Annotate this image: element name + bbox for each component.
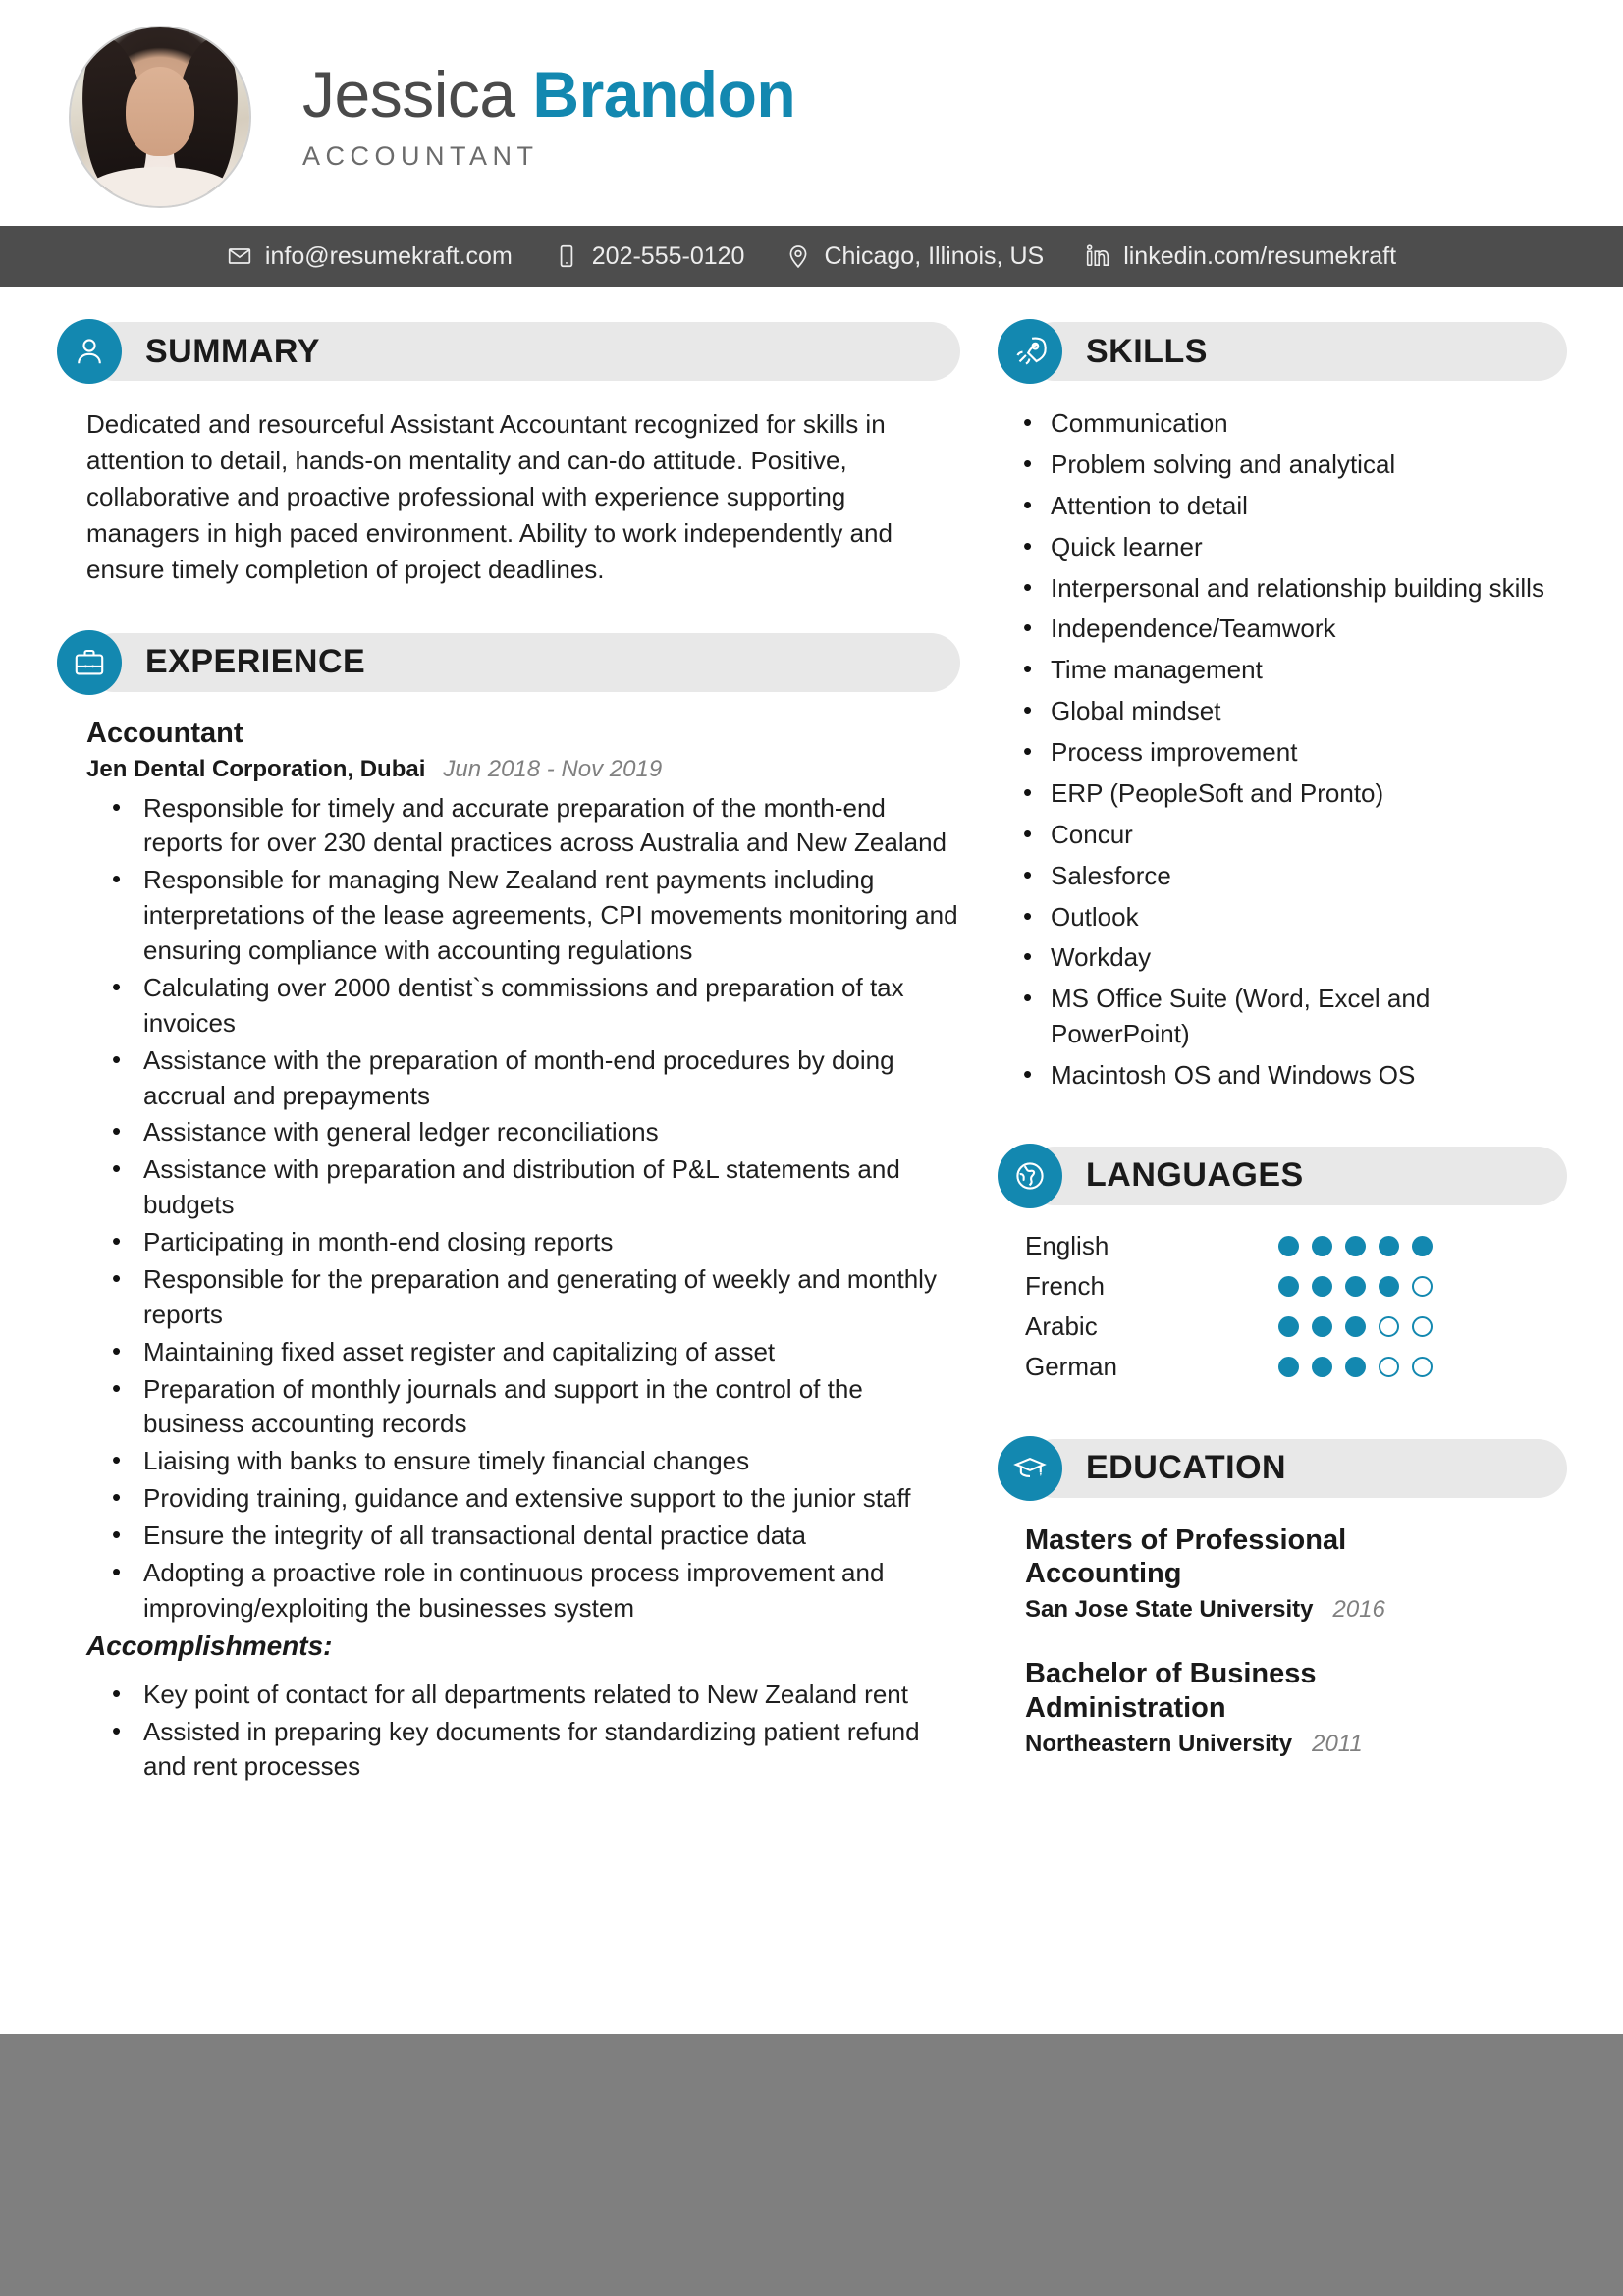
job-bullet: • Maintaining fixed asset register and capitalizing of asset <box>139 1335 960 1370</box>
level-dot-filled <box>1379 1276 1399 1297</box>
page-bottom-overlay <box>0 2034 1623 2296</box>
accomplishments-label: Accomplishments: <box>86 1629 333 1661</box>
job-meta <box>86 756 960 783</box>
education-year: 2016 <box>1332 1596 1385 1624</box>
education-school: Northeastern University <box>1025 1730 1293 1757</box>
level-dot-empty <box>1379 1316 1399 1337</box>
job-bullet: • Liaising with banks to ensure timely financial changes <box>139 1444 960 1479</box>
name-block <box>302 57 796 172</box>
contact-email[interactable] <box>227 242 513 271</box>
first-name: Jessica <box>302 57 533 131</box>
language-level-dots <box>1278 1357 1433 1377</box>
contact-linkedin[interactable] <box>1085 242 1396 271</box>
job-bullet: • Assistance with general ledger reconciliations <box>139 1115 960 1150</box>
language-row <box>1025 1271 1567 1302</box>
education-item <box>1025 1523 1567 1624</box>
skill-item: • Quick learner <box>1051 530 1567 565</box>
job-company: Jen Dental Corporation, Dubai <box>86 755 426 782</box>
language-row <box>1025 1231 1567 1261</box>
language-row <box>1025 1352 1567 1382</box>
skill-item: • Problem solving and analytical <box>1051 448 1567 483</box>
job-bullet: • Responsible for timely and accurate preparation of the month-end reports for over 230 dental practices across Australia and New Zealand <box>139 791 960 862</box>
skill-item: • Interpersonal and relationship building skills <box>1051 571 1567 607</box>
education-school: San Jose State University <box>1025 1596 1314 1624</box>
summary-text: Dedicated and resourceful Assistant Accountant recognized for skills in attention to detail, hands-on mentality and can-do attitude. Positive, collaborative and proactive professional with experience supporting managers in high paced environment. Ability to work independently and ensure timely completion of project deadlines. <box>86 409 893 584</box>
section-header-skills <box>998 318 1567 385</box>
skill-item: • Communication <box>1051 406 1567 442</box>
languages-list <box>998 1231 1567 1382</box>
language-name: English <box>1025 1230 1109 1260</box>
section-title-summary: SUMMARY <box>145 332 320 370</box>
level-dot-filled <box>1312 1276 1332 1297</box>
job-bullet: • Assistance with preparation and distribution of P&L statements and budgets <box>139 1152 960 1223</box>
section-title-skills: SKILLS <box>1086 332 1208 370</box>
briefcase-icon <box>57 630 122 695</box>
section-title-languages: LANGUAGES <box>1086 1156 1304 1195</box>
language-level-dots <box>1278 1276 1433 1297</box>
level-dot-empty <box>1412 1276 1433 1297</box>
page-title <box>302 57 796 131</box>
rocket-icon <box>998 319 1062 384</box>
contact-phone-text: 202-555-0120 <box>591 241 745 270</box>
education-list <box>998 1523 1567 1758</box>
section-header-summary <box>57 318 960 385</box>
skill-item: • Independence/Teamwork <box>1051 612 1567 647</box>
level-dot-filled <box>1278 1236 1299 1256</box>
skill-item: • MS Office Suite (Word, Excel and PowerPoint) <box>1051 982 1567 1052</box>
job-bullet-list <box>100 791 960 1627</box>
job-bullet: • Ensure the integrity of all transactional dental practice data <box>139 1519 960 1554</box>
job-bullet: • Responsible for the preparation and generating of weekly and monthly reports <box>139 1262 960 1333</box>
left-column <box>57 318 960 1791</box>
level-dot-filled <box>1345 1236 1366 1256</box>
graduation-cap-icon <box>998 1436 1062 1501</box>
skill-item: • Salesforce <box>1051 859 1567 894</box>
level-dot-filled <box>1412 1236 1433 1256</box>
job-bullet: • Calculating over 2000 dentist`s commissions and preparation of tax invoices <box>139 971 960 1041</box>
contact-linkedin-text: linkedin.com/resumekraft <box>1123 241 1397 270</box>
education-item <box>1025 1657 1567 1757</box>
section-header-languages <box>998 1143 1567 1209</box>
avatar <box>69 26 251 208</box>
level-dot-empty <box>1379 1357 1399 1377</box>
level-dot-filled <box>1278 1276 1299 1297</box>
section-header-education <box>998 1435 1567 1502</box>
spacer <box>998 1392 1567 1435</box>
language-level-dots <box>1278 1316 1433 1337</box>
contact-phone[interactable] <box>554 242 745 271</box>
right-column <box>998 318 1567 1791</box>
language-level-dots <box>1278 1236 1433 1256</box>
mobile-phone-icon <box>554 243 579 269</box>
section-title-education: EDUCATION <box>1086 1449 1287 1487</box>
avatar-face <box>126 67 193 156</box>
skill-item: • Attention to detail <box>1051 489 1567 524</box>
level-dot-filled <box>1345 1276 1366 1297</box>
experience-job <box>57 718 960 1786</box>
job-bullet: • Providing training, guidance and extensive support to the junior staff <box>139 1481 960 1517</box>
level-dot-filled <box>1312 1357 1332 1377</box>
spacer <box>998 1099 1567 1143</box>
globe-icon <box>998 1144 1062 1208</box>
level-dot-empty <box>1412 1316 1433 1337</box>
accomplishment-bullet: • Assisted in preparing key documents for standardizing patient refund and rent processes <box>139 1715 960 1786</box>
job-title-subtitle: ACCOUNTANT <box>302 141 539 172</box>
level-dot-empty <box>1412 1357 1433 1377</box>
accomplishment-bullet: • Key point of contact for all departments related to New Zealand rent <box>139 1678 960 1713</box>
education-meta <box>1025 1596 1567 1624</box>
skill-item: • Global mindset <box>1051 694 1567 729</box>
skills-list <box>1011 406 1567 1094</box>
job-bullet: • Assistance with the preparation of month-end procedures by doing accrual and prepayments <box>139 1043 960 1114</box>
education-degree: Bachelor of Business Administration <box>1025 1658 1317 1724</box>
language-name: French <box>1025 1270 1105 1301</box>
level-dot-filled <box>1379 1236 1399 1256</box>
user-icon <box>57 319 122 384</box>
job-dates: Jun 2018 - Nov 2019 <box>443 755 663 782</box>
level-dot-filled <box>1312 1236 1332 1256</box>
job-bullet: • Responsible for managing New Zealand rent payments including interpretations of the lease agreements, CPI movements monitoring and ensuring compliance with accounting regulations <box>139 863 960 969</box>
last-name: Brandon <box>532 57 796 131</box>
education-meta <box>1025 1731 1567 1758</box>
section-title-experience: EXPERIENCE <box>145 643 366 681</box>
job-bullet: • Participating in month-end closing reports <box>139 1225 960 1260</box>
language-name: Arabic <box>1025 1310 1098 1341</box>
level-dot-filled <box>1345 1316 1366 1337</box>
language-name: German <box>1025 1351 1117 1381</box>
skill-item: • Concur <box>1051 818 1567 853</box>
skill-item: • Time management <box>1051 653 1567 688</box>
envelope-icon <box>227 243 252 269</box>
level-dot-filled <box>1278 1357 1299 1377</box>
level-dot-filled <box>1278 1316 1299 1337</box>
job-bullet: • Preparation of monthly journals and support in the control of the business accounting records <box>139 1372 960 1443</box>
job-bullet: • Adopting a proactive role in continuous process improvement and improving/exploiting the businesses system <box>139 1556 960 1627</box>
resume-header <box>0 0 1623 226</box>
avatar-photo <box>71 27 249 206</box>
contact-location-text: Chicago, Illinois, US <box>824 241 1045 270</box>
contact-bar <box>0 226 1623 287</box>
contact-location[interactable] <box>785 242 1044 271</box>
skill-item: • Workday <box>1051 940 1567 976</box>
skill-item: • Outlook <box>1051 900 1567 935</box>
linkedin-icon <box>1085 243 1110 269</box>
skill-item: • Process improvement <box>1051 735 1567 771</box>
map-pin-icon <box>785 243 811 269</box>
section-header-experience <box>57 629 960 696</box>
resume-body <box>0 287 1623 1791</box>
education-year: 2011 <box>1312 1730 1363 1757</box>
language-row <box>1025 1311 1567 1342</box>
level-dot-filled <box>1312 1316 1332 1337</box>
accomplishments-list <box>100 1678 960 1786</box>
skill-item: • Macintosh OS and Windows OS <box>1051 1058 1567 1094</box>
skill-item: • ERP (PeopleSoft and Pronto) <box>1051 776 1567 812</box>
level-dot-filled <box>1345 1357 1366 1377</box>
education-degree: Masters of Professional Accounting <box>1025 1523 1347 1590</box>
contact-email-text: info@resumekraft.com <box>264 241 513 270</box>
job-role: Accountant <box>86 717 243 749</box>
